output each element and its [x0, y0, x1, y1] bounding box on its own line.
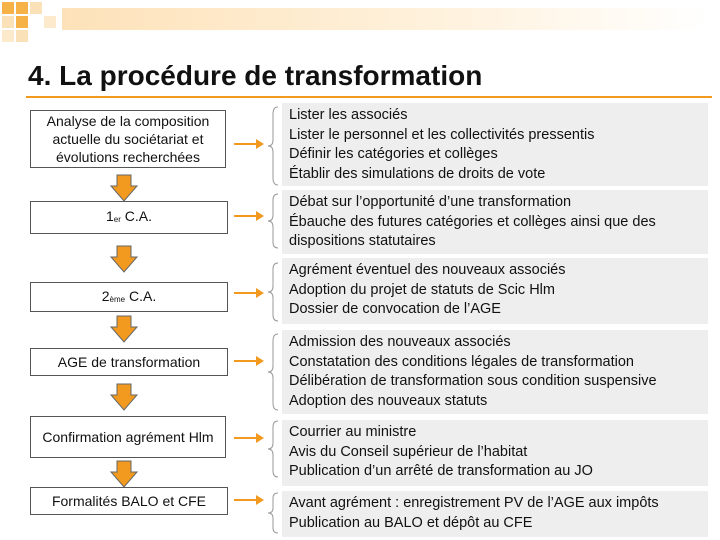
detail-line: Délibération de transformation sous condition suspensive	[289, 373, 657, 389]
header-band	[62, 8, 710, 30]
page-title: 4. La procédure de transformation	[28, 60, 483, 91]
ordinal-suffix: ème	[109, 294, 126, 304]
right-arrow-icon	[234, 286, 264, 300]
step-label: Analyse de la composition actuelle du sociétariat et évolutions recherchées	[46, 113, 210, 165]
detail-line: Constatation des conditions légales de transformation	[289, 353, 634, 370]
decor-square	[44, 16, 56, 28]
brace-icon	[266, 262, 280, 322]
detail-panel-formalites	[282, 491, 708, 537]
right-arrow-icon	[234, 209, 264, 223]
step-analyse	[30, 110, 226, 168]
detail-line: dispositions statutaires	[289, 233, 436, 249]
decor-square	[30, 2, 42, 14]
detail-line: Publication d’un arrêté de transformation au JO	[289, 463, 593, 479]
detail-line: Ébauche des futures catégories et collèges ainsi que des	[289, 213, 656, 230]
right-arrow-icon	[234, 354, 264, 368]
detail-line: Publication au BALO et dépôt au CFE	[289, 514, 533, 531]
decor-square	[16, 30, 28, 42]
detail-panel-second-ca	[282, 258, 708, 324]
down-arrow-icon	[110, 315, 138, 343]
decor-square	[16, 16, 28, 28]
detail-line: Lister les associés	[289, 107, 408, 123]
title-underline	[26, 96, 712, 98]
step-label: Formalités BALO et CFE	[51, 493, 207, 509]
detail-line: Adoption du projet de statuts de Scic Hlm	[289, 281, 555, 298]
detail-line: Établir des simulations de droits de vote	[289, 165, 546, 182]
detail-line: Lister le personnel et les collectivités pressentis	[289, 126, 595, 143]
down-arrow-icon	[110, 383, 138, 411]
right-arrow-icon	[234, 431, 264, 445]
detail-line: Agrément éventuel des nouveaux associés	[289, 262, 566, 278]
brace-icon	[266, 492, 280, 534]
detail-line: Avant agrément : enregistrement PV de l’AGE aux impôts	[289, 495, 659, 511]
step-text: C.A.	[125, 287, 157, 304]
step-label: Confirmation agrément Hlm	[42, 429, 214, 445]
decor-square	[16, 2, 28, 14]
detail-line: Définir les catégories et collèges	[289, 146, 498, 162]
detail-panel-first-ca	[282, 190, 708, 254]
step-label: AGE de transformation	[57, 354, 201, 370]
down-arrow-icon	[110, 245, 138, 273]
right-arrow-icon	[234, 493, 264, 507]
ordinal-suffix: er	[113, 215, 121, 224]
step-formalites	[30, 487, 228, 515]
step-age	[30, 348, 228, 376]
detail-line: Débat sur l’opportunité d’une transformation	[289, 194, 572, 210]
detail-line: Dossier de convocation de l’AGE	[289, 301, 501, 317]
detail-line: Admission des nouveaux associés	[289, 334, 511, 350]
brace-icon	[266, 420, 280, 478]
detail-panel-analyse	[282, 103, 708, 186]
right-arrow-icon	[234, 137, 264, 151]
step-label	[106, 207, 152, 228]
detail-line: Avis du Conseil supérieur de l’habitat	[289, 443, 528, 460]
step-number: 2	[101, 287, 110, 304]
step-second-ca	[30, 282, 228, 312]
detail-line: Adoption des nouveaux statuts	[289, 392, 488, 409]
detail-panel-confirmation	[282, 420, 708, 486]
decor-square	[2, 30, 14, 42]
decor-square	[2, 16, 14, 28]
step-text: C.A.	[120, 208, 153, 224]
brace-icon	[266, 106, 280, 186]
detail-line: Courrier au ministre	[289, 424, 417, 440]
step-confirmation	[30, 416, 226, 458]
decor-square	[2, 2, 14, 14]
down-arrow-icon	[110, 174, 138, 202]
detail-panel-age	[282, 330, 708, 414]
brace-icon	[266, 193, 280, 249]
step-first-ca	[30, 201, 228, 234]
step-label	[102, 287, 156, 308]
brace-icon	[266, 333, 280, 411]
down-arrow-icon	[110, 460, 138, 488]
step-number: 1	[105, 208, 114, 224]
